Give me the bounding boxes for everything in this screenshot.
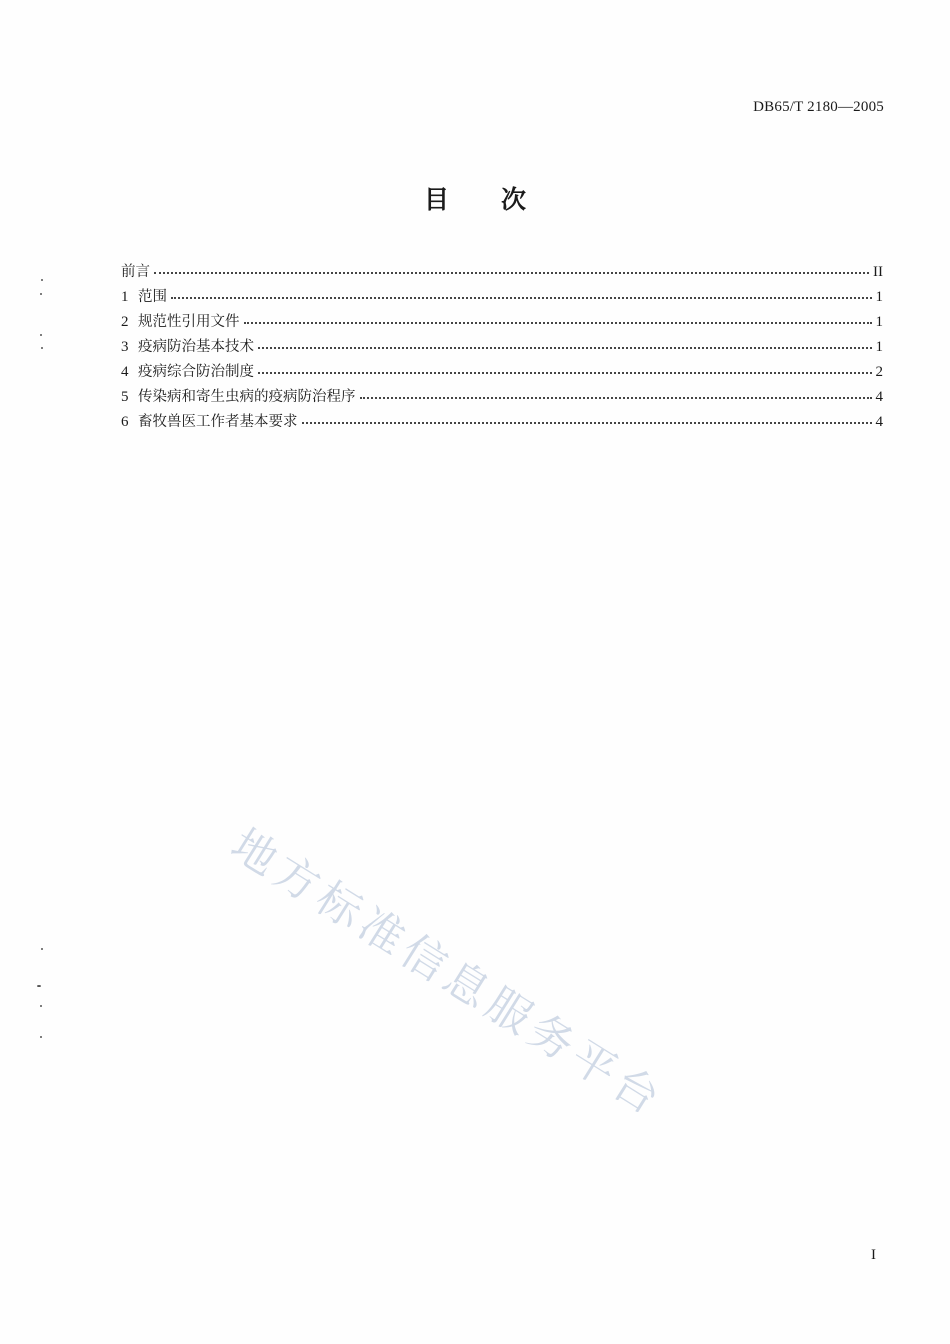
- toc-entry-6[interactable]: [121, 410, 883, 435]
- toc-entry-page: 1: [875, 289, 883, 305]
- toc-entry-3[interactable]: [121, 335, 883, 360]
- page-number: I: [871, 1247, 876, 1263]
- toc-entry-number: 2: [121, 314, 129, 330]
- scan-speck: [41, 347, 43, 349]
- toc-entry-page: 2: [875, 364, 883, 380]
- toc-entry-label: 传染病和寄生虫病的疫病防治程序: [138, 389, 356, 405]
- toc-entry-number: 4: [121, 364, 129, 380]
- toc-entry-page: II: [873, 264, 883, 280]
- toc-dot-leader: [154, 260, 869, 274]
- scan-speck: [40, 334, 42, 336]
- toc-entry-label: 范围: [138, 289, 167, 305]
- toc-entry-label: 疫病防治基本技术: [138, 339, 254, 355]
- toc-dot-leader: [258, 360, 872, 374]
- toc-dot-leader: [244, 310, 872, 324]
- toc-entry-page: 1: [875, 314, 883, 330]
- toc-entry-label: 前言: [121, 264, 150, 280]
- toc-entry-page: 4: [875, 414, 883, 430]
- toc-entry-number: 6: [121, 414, 129, 430]
- toc-entry-1[interactable]: [121, 285, 883, 310]
- toc-dot-leader: [171, 285, 872, 299]
- toc-entry-number: 5: [121, 389, 129, 405]
- watermark-text: 地方标准信息服务平台: [222, 819, 674, 1128]
- standard-number: DB65/T 2180—2005: [753, 99, 884, 115]
- toc-entry-5[interactable]: [121, 385, 883, 410]
- toc-entry-number: 3: [121, 339, 129, 355]
- toc-title: 目次: [423, 185, 578, 214]
- scan-speck: [37, 985, 41, 987]
- toc-entry-4[interactable]: [121, 360, 883, 385]
- toc-entry-2[interactable]: [121, 310, 883, 335]
- toc-entry-label: 疫病综合防治制度: [138, 364, 254, 380]
- toc-dot-leader: [360, 385, 872, 399]
- scan-speck: [41, 948, 43, 950]
- toc-entry-page: 1: [875, 339, 883, 355]
- toc-list: [121, 260, 883, 435]
- scan-speck: [40, 1036, 42, 1038]
- toc-entry-preface[interactable]: [121, 260, 883, 285]
- toc-entry-label: 规范性引用文件: [138, 314, 240, 330]
- scan-speck: [41, 279, 43, 281]
- scan-speck: [40, 1005, 42, 1007]
- scan-speck: [40, 293, 42, 295]
- toc-entry-label: 畜牧兽医工作者基本要求: [138, 414, 298, 430]
- toc-entry-page: 4: [875, 389, 883, 405]
- toc-entry-number: 1: [121, 289, 129, 305]
- toc-dot-leader: [302, 410, 872, 424]
- toc-dot-leader: [258, 335, 872, 349]
